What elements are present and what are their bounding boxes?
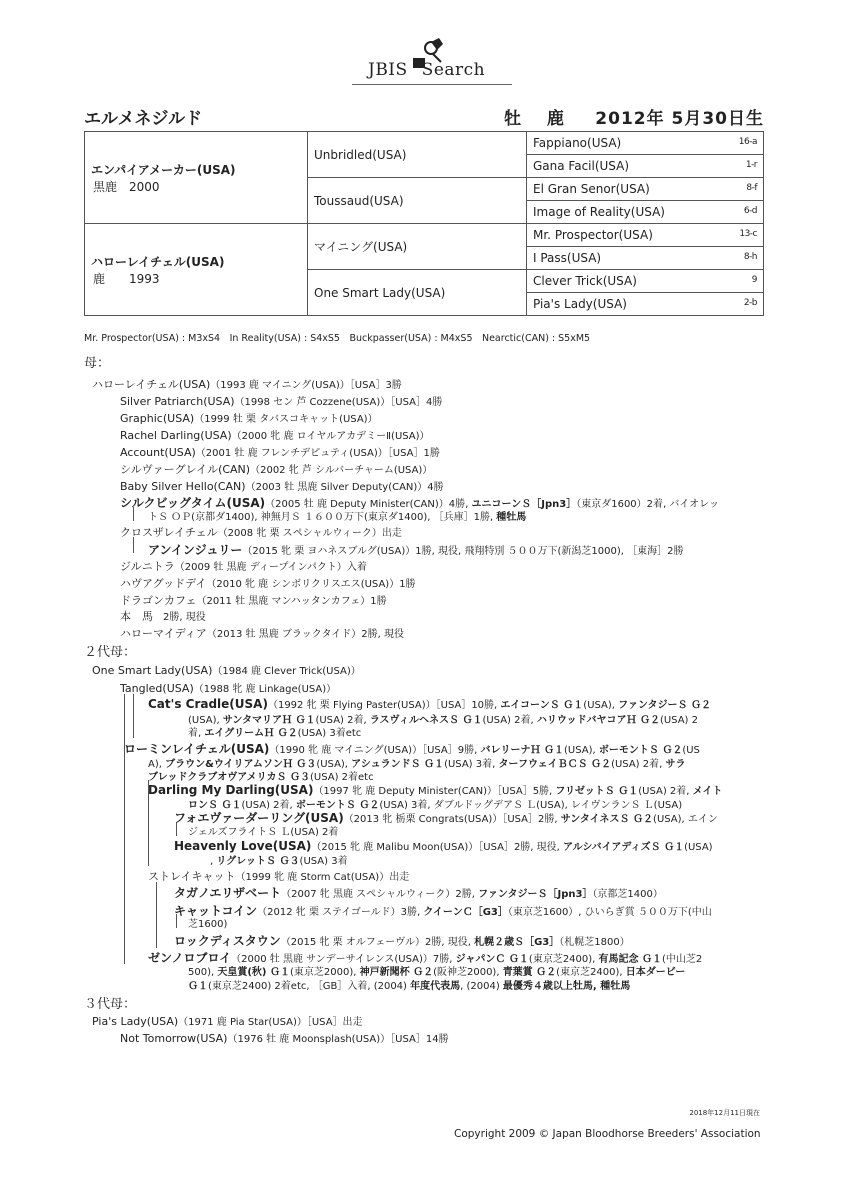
family-line-cont: 芝1600)	[188, 919, 228, 930]
horse-sex-color: 牡 鹿	[504, 109, 574, 129]
section-second-dam: ２代母：	[84, 645, 137, 660]
family-line-cont: 500), 天皇賞(秋) Ｇ１(東京芝2000), 神戸新聞杯 Ｇ２(阪神芝2000), 青葉賞 Ｇ２(東京芝2400), 日本ダービー	[188, 967, 686, 978]
family-line: シルヴァーグレイル(CAN)（2002 牝 芦 シルバーチャーム(USA)）	[120, 463, 433, 476]
family-line: Rachel Darling(USA)（2000 牝 鹿 ロイヤルアカデミーⅡ(USA)）	[120, 429, 430, 442]
horse-birth-date: 2012年 5月30日生	[595, 109, 764, 129]
copyright: Copyright 2009 © Japan Bloodhorse Breeders' Association	[454, 1128, 761, 1140]
family-number: 16-a	[738, 137, 757, 147]
inbreeding-crosses: Mr. Prospector(USA) : M3xS4 In Reality(USA) : S4xS5 Buckpasser(USA) : M4xS5 Nearctic(CAN) : S5xM5	[84, 333, 591, 344]
family-line-notable: Darling My Darling(USA)（1997 牝 鹿 Deputy Minister(CAN)）［USA］5勝, フリゼットＳ Ｇ１(USA) 2着, メイト	[148, 783, 723, 797]
indent-bar	[133, 537, 134, 553]
indent-bar	[156, 882, 157, 948]
family-line-cont: 着, エイグリームＨ Ｇ２(USA) 3着etc	[188, 728, 362, 739]
pedigree-sire	[85, 132, 308, 224]
family-number: 2-b	[743, 298, 757, 308]
pedigree-ancestor: Gana Facil(USA) 1-r	[527, 155, 764, 178]
family-number: 13-c	[739, 229, 757, 239]
family-number: 6-d	[743, 206, 757, 216]
family-number: 1-r	[745, 160, 757, 170]
family-line: Account(USA)（2001 牡 鹿 フレンチデピュティ(USA)）［USA］1勝	[120, 446, 440, 459]
indent-bar	[133, 694, 134, 738]
family-line: ハローレイチェル(USA)（1993 鹿 マイニング(USA)）［USA］3勝	[92, 378, 402, 391]
family-line: Pia's Lady(USA)（1971 鹿 Pia Star(USA)）［USA］出走	[92, 1015, 363, 1028]
section-dam: 母：	[84, 356, 111, 371]
sire-name: エンパイアメーカー(USA)	[91, 162, 236, 177]
family-line-cont: トＳ ＯＰ(京都ダ1400), 神無月Ｓ １６００万下(東京ダ1400), ［兵庫］1勝, 種牡馬	[148, 512, 527, 523]
family-line-cont: (USA), サンタマリアＨ Ｇ１(USA) 2着, ラスヴィルヘネスＳ Ｇ１(USA) 2着, ハリウッドバヤコアＨ Ｇ２(USA) 2	[188, 715, 698, 726]
pedigree-dam	[85, 224, 308, 316]
pedigree-second-dam: One Smart Lady(USA)	[308, 270, 527, 316]
dam-detail: 鹿 1993	[93, 271, 160, 286]
family-line: Not Tomorrow(USA)（1976 牡 鹿 Moonsplash(USA)）［USA］14勝	[120, 1032, 449, 1045]
family-line: One Smart Lady(USA)（1984 鹿 Clever Trick(USA)）	[92, 664, 361, 677]
family-line: ジルニトラ（2009 牡 黒鹿 ディープインパクト）入着	[120, 560, 367, 573]
jbis-logo	[352, 38, 512, 82]
family-line: ストレイキャット（1999 牝 鹿 Storm Cat(USA)）出走	[148, 870, 410, 883]
family-number: 8-f	[746, 183, 757, 193]
family-number: 8-h	[743, 252, 757, 262]
family-line-notable: ゼンノロブロイ（2000 牡 黒鹿 サンデーサイレンス(USA)）7勝, ジャパンＣ Ｇ１(東京芝2400), 有馬記念 Ｇ１(中山芝2	[148, 951, 703, 965]
family-line: Tangled(USA)（1988 牝 鹿 Linkage(USA)）	[120, 682, 337, 695]
family-line-subject: 本 馬 2勝, 現役	[120, 610, 206, 623]
dam-name: ハローレイチェル(USA)	[91, 254, 225, 269]
pedigree-ancestor: Image of Reality(USA) 6-d	[527, 201, 764, 224]
pedigree-ancestor: Pia's Lady(USA) 2-b	[527, 293, 764, 316]
family-line-notable: ローミンレイチェル(USA)（1990 牝 鹿 マイニング(USA)）［USA］9勝, バレリーナＨ Ｇ１(USA), ボーモントＳ Ｇ２(US	[124, 742, 700, 756]
family-line-cont: ブレッドクラブオヴアメリカＳ Ｇ３(USA) 2着etc	[148, 772, 374, 783]
family-line: ハローマイディア（2013 牡 黒鹿 ブラックタイド）2勝, 現役	[120, 627, 405, 640]
family-line-notable: キャットコイン（2012 牝 栗 ステイゴールド）3勝, クイーンＣ［G3］（東京芝1600）, ひいらぎ賞 ５００万下(中山	[174, 904, 712, 918]
family-line-notable: フォエヴァーダーリング(USA)（2013 牝 栃栗 Congrats(USA)）［USA］2勝, サンタイネスＳ Ｇ２(USA), エイン	[174, 811, 718, 825]
indent-bar	[124, 694, 125, 738]
family-line-cont: A), ブラウン&ウイリアムソンＨ Ｇ３(USA), アシュランドＳ Ｇ１(USA) 3着, ターフウェイＢＣＳ Ｇ２(USA) 2着, サラ	[148, 759, 686, 770]
family-line-notable: タガノエリザベート（2007 牝 黒鹿 スペシャルウィーク）2勝, ファンタジーＳ［Jpn3］（京都芝1400）	[174, 886, 663, 900]
indent-bar	[124, 738, 125, 964]
family-line-cont: , リグレットＳ Ｇ３(USA) 3着	[210, 856, 348, 867]
family-line: クロスザレイチェル（2008 牝 栗 スペシャルウィーク）出走	[120, 526, 402, 539]
family-line-cont: ロンＳ Ｇ１(USA) 2着, ボーモントＳ Ｇ２(USA) 3着, ダブルドッグデアＳ Ｌ(USA), レイヴンランＳ Ｌ(USA)	[188, 800, 683, 811]
family-line: ハヴアグッドデイ（2010 牝 鹿 シンボリクリスエス(USA)）1勝	[120, 577, 416, 590]
family-line: Graphic(USA)（1999 牡 栗 タバスコキャット(USA)）	[120, 412, 378, 425]
section-third-dam: ３代母：	[84, 997, 137, 1012]
horse-name: エルメネジルド	[84, 109, 203, 129]
family-line-notable: Cat's Cradle(USA)（1992 牝 栗 Flying Paster(USA)）［USA］10勝, エイコーンＳ Ｇ１(USA), ファンタジーＳ Ｇ２	[148, 697, 712, 711]
family-line-notable: Heavenly Love(USA)（2015 牝 鹿 Malibu Moon(USA)）［USA］2勝, 現役, アルシバイアディズＳ Ｇ１(USA)	[174, 839, 713, 853]
pedigree-damsire: マイニング(USA)	[308, 224, 527, 270]
family-line-cont: Ｇ１(東京芝2400) 2着etc, ［GB］入着, (2004) 年度代表馬, (2004) 最優秀４歳以上牡馬, 種牡馬	[188, 981, 631, 992]
logo-jbis: JBIS	[368, 60, 408, 80]
pedigree-ancestor: I Pass(USA) 8-h	[527, 247, 764, 270]
family-line-notable: ロックディスタウン（2015 牝 栗 オルフェーヴル）2勝, 現役, 札幌２歳Ｓ［G3］（札幌芝1800）	[174, 934, 630, 948]
pedigree-ancestor: Clever Trick(USA) 9	[527, 270, 764, 293]
as-of-date: 2018年12月11日現在	[689, 1109, 760, 1117]
family-line-notable: シルクビッグタイム(USA)（2005 牡 鹿 Deputy Minister(CAN)）4勝, ユニコーンＳ［Jpn3］（東京ダ1600）2着, バイオレッ	[120, 496, 719, 510]
family-line-cont: ジェルズフライトＳ Ｌ(USA) 2着	[188, 827, 339, 838]
pedigree-ancestor: El Gran Senor(USA) 8-f	[527, 178, 764, 201]
family-line-notable: アンインジュリー（2015 牝 栗 ヨハネスブルグ(USA)）1勝, 現役, 飛翔特別 ５００万下(新潟芝1000), ［東海］2勝	[148, 543, 684, 557]
logo-search: Search	[421, 60, 486, 80]
family-number: 9	[751, 275, 757, 285]
sire-detail: 黒鹿 2000	[93, 179, 160, 194]
family-line: Silver Patriarch(USA)（1998 セン 芦 Cozzene(USA)）［USA］4勝	[120, 395, 443, 408]
indent-bar	[133, 507, 134, 521]
indent-bar	[176, 914, 177, 928]
pedigree-table	[84, 131, 764, 316]
pedigree-granddam: Toussaud(USA)	[308, 178, 527, 224]
family-line: ドラゴンカフェ（2011 牡 黒鹿 マンハッタンカフェ）1勝	[120, 594, 387, 607]
horse-header	[84, 104, 764, 128]
pedigree-ancestor: Mr. Prospector(USA) 13-c	[527, 224, 764, 247]
pedigree-grandsire: Unbridled(USA)	[308, 132, 527, 178]
pedigree-ancestor: Fappiano(USA) 16-a	[527, 132, 764, 155]
family-line: Baby Silver Hello(CAN)（2003 牡 黒鹿 Silver Deputy(CAN)）4勝	[120, 480, 444, 493]
logo-rule	[352, 84, 512, 85]
